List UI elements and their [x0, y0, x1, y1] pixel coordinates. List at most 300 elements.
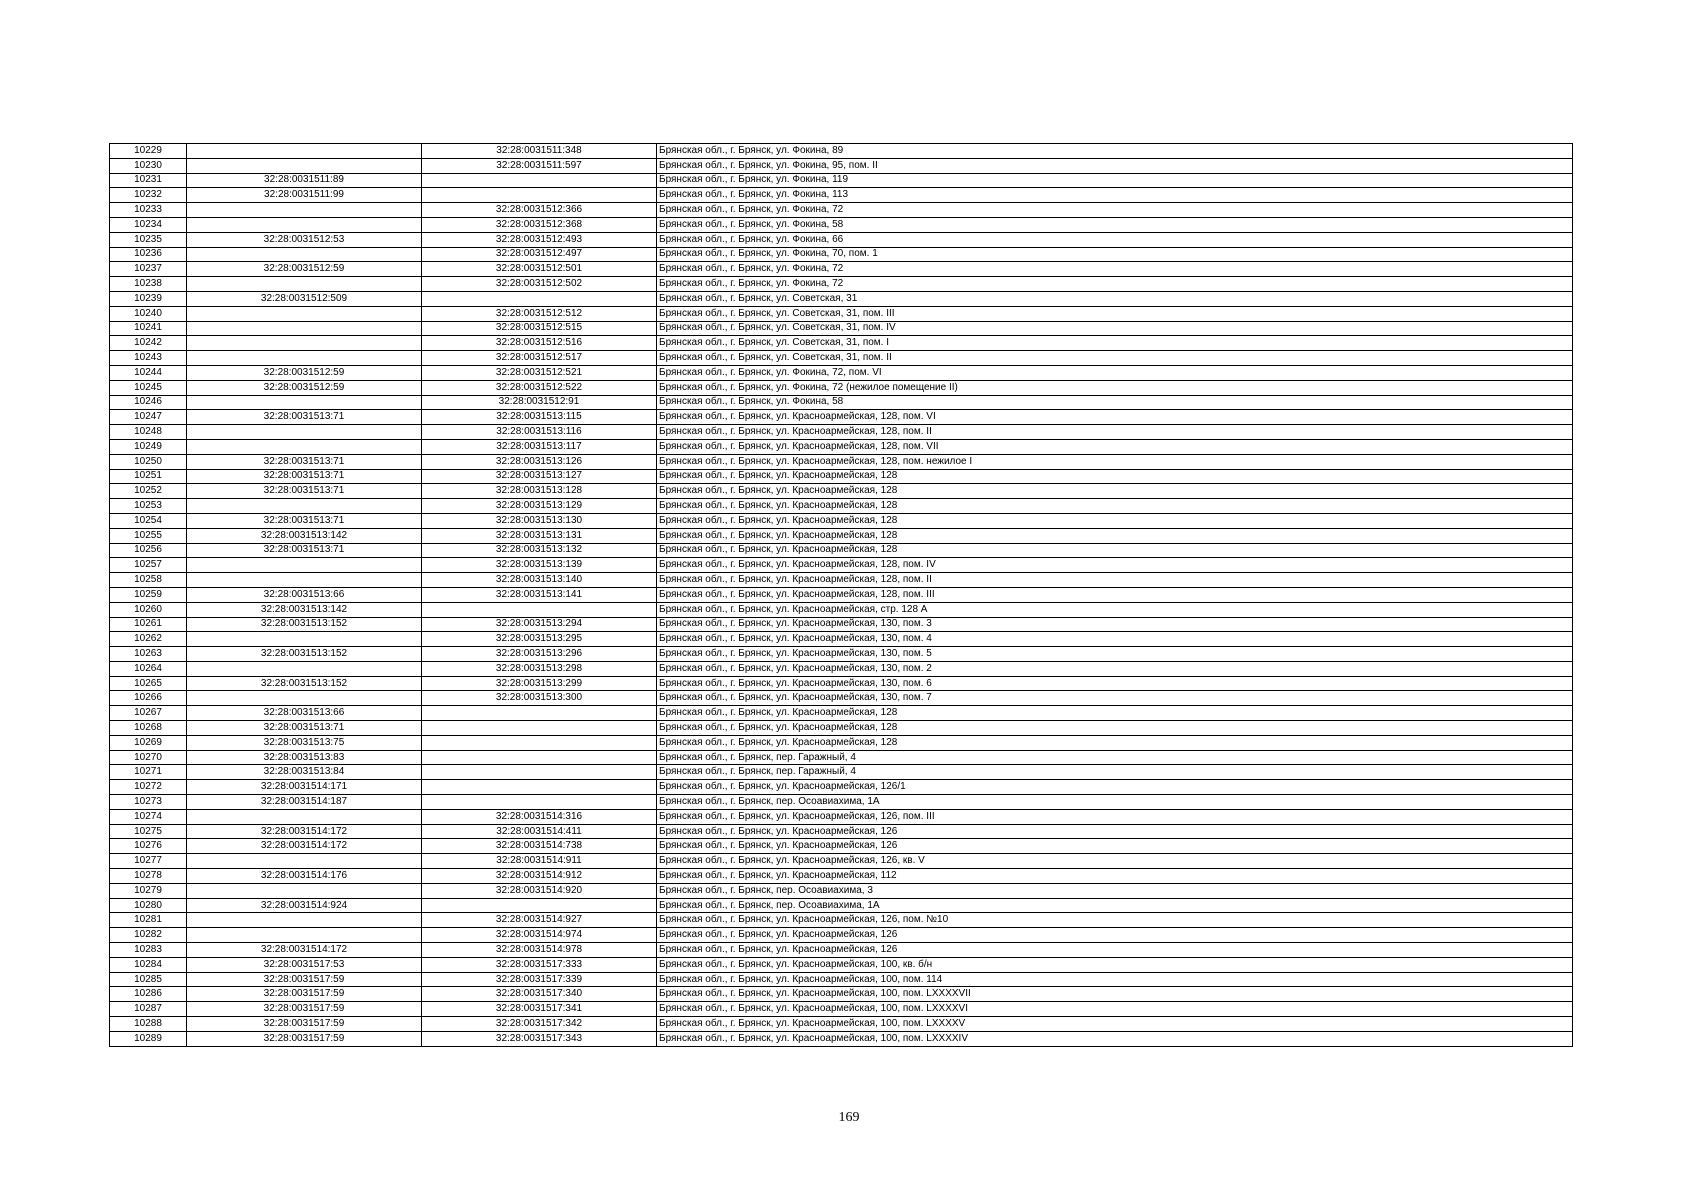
address-cell: Брянская обл., г. Брянск, ул. Красноармейская, 130, пом. 3: [657, 617, 1573, 632]
address-cell: Брянская обл., г. Брянск, ул. Фокина, 72, пом. VI: [657, 365, 1573, 380]
record-number-cell: 10237: [110, 262, 187, 277]
address-cell: Брянская обл., г. Брянск, ул. Советская, 31, пом. III: [657, 306, 1573, 321]
record-number-cell: 10288: [110, 1017, 187, 1032]
record-number-cell: 10282: [110, 928, 187, 943]
premises-cadastral-number-cell: 32:28:0031512:521: [422, 365, 657, 380]
registry-table-body: [110, 144, 1573, 1047]
premises-cadastral-number-cell: 32:28:0031513:140: [422, 573, 657, 588]
record-number-cell: 10258: [110, 573, 187, 588]
address-cell: Брянская обл., г. Брянск, ул. Красноармейская, 128: [657, 499, 1573, 514]
record-number-cell: 10243: [110, 351, 187, 366]
record-number-cell: 10248: [110, 425, 187, 440]
address-cell: Брянская обл., г. Брянск, ул. Красноармейская, 128: [657, 543, 1573, 558]
premises-cadastral-number-cell: [422, 706, 657, 721]
record-number-cell: 10238: [110, 277, 187, 292]
premises-cadastral-number-cell: 32:28:0031512:522: [422, 380, 657, 395]
premises-cadastral-number-cell: 32:28:0031514:411: [422, 824, 657, 839]
record-number-cell: 10267: [110, 706, 187, 721]
address-cell: Брянская обл., г. Брянск, пер. Гаражный, 4: [657, 750, 1573, 765]
table-row: [110, 173, 1573, 188]
premises-cadastral-number-cell: 32:28:0031514:920: [422, 883, 657, 898]
address-cell: Брянская обл., г. Брянск, ул. Советская, 31, пом. IV: [657, 321, 1573, 336]
table-row: [110, 573, 1573, 588]
address-cell: Брянская обл., г. Брянск, ул. Красноармейская, 100, пом. LXXXXVII: [657, 987, 1573, 1002]
parcel-cadastral-number-cell: [187, 883, 422, 898]
parcel-cadastral-number-cell: 32:28:0031513:66: [187, 587, 422, 602]
address-cell: Брянская обл., г. Брянск, ул. Красноармейская, 126: [657, 824, 1573, 839]
parcel-cadastral-number-cell: [187, 336, 422, 351]
premises-cadastral-number-cell: 32:28:0031513:129: [422, 499, 657, 514]
premises-cadastral-number-cell: 32:28:0031513:128: [422, 484, 657, 499]
address-cell: Брянская обл., г. Брянск, ул. Красноармейская, 128, пом. VI: [657, 410, 1573, 425]
parcel-cadastral-number-cell: [187, 247, 422, 262]
premises-cadastral-number-cell: 32:28:0031512:91: [422, 395, 657, 410]
premises-cadastral-number-cell: [422, 765, 657, 780]
record-number-cell: 10259: [110, 587, 187, 602]
parcel-cadastral-number-cell: 32:28:0031513:71: [187, 410, 422, 425]
parcel-cadastral-number-cell: 32:28:0031513:66: [187, 706, 422, 721]
parcel-cadastral-number-cell: 32:28:0031517:59: [187, 1031, 422, 1046]
address-cell: Брянская обл., г. Брянск, пер. Осоавиахима, 1А: [657, 795, 1573, 810]
record-number-cell: 10252: [110, 484, 187, 499]
address-cell: Брянская обл., г. Брянск, ул. Фокина, 89: [657, 144, 1573, 159]
parcel-cadastral-number-cell: 32:28:0031513:71: [187, 484, 422, 499]
parcel-cadastral-number-cell: [187, 395, 422, 410]
parcel-cadastral-number-cell: 32:28:0031514:187: [187, 795, 422, 810]
parcel-cadastral-number-cell: 32:28:0031513:152: [187, 617, 422, 632]
table-row: [110, 262, 1573, 277]
premises-cadastral-number-cell: [422, 602, 657, 617]
table-row: [110, 987, 1573, 1002]
parcel-cadastral-number-cell: [187, 425, 422, 440]
premises-cadastral-number-cell: 32:28:0031514:974: [422, 928, 657, 943]
premises-cadastral-number-cell: 32:28:0031512:515: [422, 321, 657, 336]
table-row: [110, 232, 1573, 247]
record-number-cell: 10289: [110, 1031, 187, 1046]
record-number-cell: 10275: [110, 824, 187, 839]
address-cell: Брянская обл., г. Брянск, ул. Фокина, 66: [657, 232, 1573, 247]
table-row: [110, 661, 1573, 676]
address-cell: Брянская обл., г. Брянск, ул. Красноармейская, 128: [657, 735, 1573, 750]
premises-cadastral-number-cell: 32:28:0031512:517: [422, 351, 657, 366]
table-row: [110, 691, 1573, 706]
address-cell: Брянская обл., г. Брянск, ул. Красноармейская, 126, пом. III: [657, 809, 1573, 824]
address-cell: Брянская обл., г. Брянск, ул. Фокина, 58: [657, 217, 1573, 232]
premises-cadastral-number-cell: 32:28:0031513:126: [422, 454, 657, 469]
parcel-cadastral-number-cell: [187, 499, 422, 514]
address-cell: Брянская обл., г. Брянск, ул. Красноармейская, 126: [657, 943, 1573, 958]
parcel-cadastral-number-cell: [187, 632, 422, 647]
record-number-cell: 10279: [110, 883, 187, 898]
table-row: [110, 380, 1573, 395]
address-cell: Брянская обл., г. Брянск, ул. Фокина, 113: [657, 188, 1573, 203]
premises-cadastral-number-cell: 32:28:0031517:333: [422, 957, 657, 972]
parcel-cadastral-number-cell: [187, 158, 422, 173]
table-row: [110, 647, 1573, 662]
address-cell: Брянская обл., г. Брянск, ул. Фокина, 72: [657, 203, 1573, 218]
premises-cadastral-number-cell: 32:28:0031514:912: [422, 869, 657, 884]
record-number-cell: 10235: [110, 232, 187, 247]
record-number-cell: 10269: [110, 735, 187, 750]
record-number-cell: 10280: [110, 898, 187, 913]
table-row: [110, 898, 1573, 913]
premises-cadastral-number-cell: 32:28:0031513:117: [422, 439, 657, 454]
record-number-cell: 10260: [110, 602, 187, 617]
address-cell: Брянская обл., г. Брянск, ул. Советская, 31: [657, 291, 1573, 306]
parcel-cadastral-number-cell: [187, 661, 422, 676]
address-cell: Брянская обл., г. Брянск, ул. Красноармейская, 100, пом. LXXXXIV: [657, 1031, 1573, 1046]
parcel-cadastral-number-cell: 32:28:0031517:59: [187, 1002, 422, 1017]
premises-cadastral-number-cell: 32:28:0031514:738: [422, 839, 657, 854]
premises-cadastral-number-cell: [422, 780, 657, 795]
address-cell: Брянская обл., г. Брянск, ул. Советская, 31, пом. I: [657, 336, 1573, 351]
address-cell: Брянская обл., г. Брянск, ул. Красноармейская, 128: [657, 528, 1573, 543]
parcel-cadastral-number-cell: 32:28:0031513:71: [187, 469, 422, 484]
record-number-cell: 10278: [110, 869, 187, 884]
parcel-cadastral-number-cell: [187, 573, 422, 588]
parcel-cadastral-number-cell: [187, 439, 422, 454]
address-cell: Брянская обл., г. Брянск, ул. Фокина, 72 (нежилое помещение II): [657, 380, 1573, 395]
parcel-cadastral-number-cell: 32:28:0031511:89: [187, 173, 422, 188]
record-number-cell: 10234: [110, 217, 187, 232]
table-row: [110, 943, 1573, 958]
record-number-cell: 10270: [110, 750, 187, 765]
parcel-cadastral-number-cell: 32:28:0031512:509: [187, 291, 422, 306]
table-row: [110, 410, 1573, 425]
record-number-cell: 10249: [110, 439, 187, 454]
premises-cadastral-number-cell: 32:28:0031513:131: [422, 528, 657, 543]
record-number-cell: 10232: [110, 188, 187, 203]
record-number-cell: 10256: [110, 543, 187, 558]
premises-cadastral-number-cell: 32:28:0031513:115: [422, 410, 657, 425]
table-row: [110, 869, 1573, 884]
address-cell: Брянская обл., г. Брянск, ул. Красноармейская, 128: [657, 484, 1573, 499]
table-row: [110, 854, 1573, 869]
table-row: [110, 306, 1573, 321]
premises-cadastral-number-cell: 32:28:0031517:340: [422, 987, 657, 1002]
address-cell: Брянская обл., г. Брянск, ул. Красноармейская, 130, пом. 4: [657, 632, 1573, 647]
table-row: [110, 602, 1573, 617]
parcel-cadastral-number-cell: 32:28:0031512:59: [187, 380, 422, 395]
parcel-cadastral-number-cell: [187, 691, 422, 706]
table-row: [110, 291, 1573, 306]
record-number-cell: 10277: [110, 854, 187, 869]
parcel-cadastral-number-cell: 32:28:0031514:176: [187, 869, 422, 884]
page-number: 169: [838, 1110, 860, 1125]
table-row: [110, 721, 1573, 736]
address-cell: Брянская обл., г. Брянск, ул. Красноармейская, 128, пом. II: [657, 573, 1573, 588]
premises-cadastral-number-cell: 32:28:0031513:139: [422, 558, 657, 573]
premises-cadastral-number-cell: 32:28:0031513:127: [422, 469, 657, 484]
premises-cadastral-number-cell: 32:28:0031513:298: [422, 661, 657, 676]
table-row: [110, 484, 1573, 499]
address-cell: Брянская обл., г. Брянск, ул. Красноармейская, 128: [657, 469, 1573, 484]
premises-cadastral-number-cell: 32:28:0031514:978: [422, 943, 657, 958]
parcel-cadastral-number-cell: [187, 913, 422, 928]
parcel-cadastral-number-cell: 32:28:0031514:924: [187, 898, 422, 913]
address-cell: Брянская обл., г. Брянск, ул. Красноармейская, 128, пом. нежилое I: [657, 454, 1573, 469]
address-cell: Брянская обл., г. Брянск, ул. Красноармейская, 112: [657, 869, 1573, 884]
parcel-cadastral-number-cell: 32:28:0031517:59: [187, 1017, 422, 1032]
record-number-cell: 10276: [110, 839, 187, 854]
record-number-cell: 10253: [110, 499, 187, 514]
parcel-cadastral-number-cell: 32:28:0031514:172: [187, 839, 422, 854]
address-cell: Брянская обл., г. Брянск, пер. Осоавиахима, 1А: [657, 898, 1573, 913]
address-cell: Брянская обл., г. Брянск, ул. Красноармейская, 100, кв. б/н: [657, 957, 1573, 972]
record-number-cell: 10281: [110, 913, 187, 928]
premises-cadastral-number-cell: 32:28:0031513:295: [422, 632, 657, 647]
parcel-cadastral-number-cell: 32:28:0031513:142: [187, 602, 422, 617]
table-row: [110, 706, 1573, 721]
record-number-cell: 10230: [110, 158, 187, 173]
parcel-cadastral-number-cell: [187, 217, 422, 232]
table-row: [110, 1031, 1573, 1046]
premises-cadastral-number-cell: 32:28:0031511:348: [422, 144, 657, 159]
address-cell: Брянская обл., г. Брянск, ул. Красноармейская, 128, пом. IV: [657, 558, 1573, 573]
premises-cadastral-number-cell: [422, 898, 657, 913]
record-number-cell: 10266: [110, 691, 187, 706]
parcel-cadastral-number-cell: 32:28:0031513:71: [187, 543, 422, 558]
record-number-cell: 10263: [110, 647, 187, 662]
premises-cadastral-number-cell: 32:28:0031517:341: [422, 1002, 657, 1017]
table-row: [110, 1002, 1573, 1017]
table-row: [110, 188, 1573, 203]
table-row: [110, 795, 1573, 810]
table-row: [110, 913, 1573, 928]
table-row: [110, 439, 1573, 454]
table-row: [110, 351, 1573, 366]
table-row: [110, 321, 1573, 336]
record-number-cell: 10254: [110, 513, 187, 528]
address-cell: Брянская обл., г. Брянск, ул. Красноармейская, 126: [657, 839, 1573, 854]
address-cell: Брянская обл., г. Брянск, ул. Красноармейская, 128, пом. II: [657, 425, 1573, 440]
parcel-cadastral-number-cell: [187, 928, 422, 943]
property-registry-table: [109, 143, 1573, 1047]
table-row: [110, 499, 1573, 514]
record-number-cell: 10236: [110, 247, 187, 262]
record-number-cell: 10262: [110, 632, 187, 647]
parcel-cadastral-number-cell: [187, 854, 422, 869]
premises-cadastral-number-cell: 32:28:0031512:512: [422, 306, 657, 321]
table-row: [110, 469, 1573, 484]
address-cell: Брянская обл., г. Брянск, ул. Красноармейская, 128, пом. VII: [657, 439, 1573, 454]
premises-cadastral-number-cell: 32:28:0031514:316: [422, 809, 657, 824]
premises-cadastral-number-cell: 32:28:0031513:116: [422, 425, 657, 440]
record-number-cell: 10233: [110, 203, 187, 218]
record-number-cell: 10285: [110, 972, 187, 987]
parcel-cadastral-number-cell: 32:28:0031512:53: [187, 232, 422, 247]
parcel-cadastral-number-cell: 32:28:0031511:99: [187, 188, 422, 203]
parcel-cadastral-number-cell: 32:28:0031513:71: [187, 721, 422, 736]
table-row: [110, 144, 1573, 159]
record-number-cell: 10271: [110, 765, 187, 780]
address-cell: Брянская обл., г. Брянск, ул. Фокина, 119: [657, 173, 1573, 188]
parcel-cadastral-number-cell: 32:28:0031512:59: [187, 365, 422, 380]
parcel-cadastral-number-cell: [187, 321, 422, 336]
table-row: [110, 883, 1573, 898]
premises-cadastral-number-cell: 32:28:0031511:597: [422, 158, 657, 173]
address-cell: Брянская обл., г. Брянск, ул. Красноармейская, 128: [657, 513, 1573, 528]
record-number-cell: 10251: [110, 469, 187, 484]
premises-cadastral-number-cell: 32:28:0031517:339: [422, 972, 657, 987]
record-number-cell: 10247: [110, 410, 187, 425]
parcel-cadastral-number-cell: 32:28:0031513:71: [187, 513, 422, 528]
table-row: [110, 217, 1573, 232]
address-cell: Брянская обл., г. Брянск, пер. Гаражный, 4: [657, 765, 1573, 780]
address-cell: Брянская обл., г. Брянск, ул. Красноармейская, 126/1: [657, 780, 1573, 795]
record-number-cell: 10239: [110, 291, 187, 306]
premises-cadastral-number-cell: 32:28:0031512:501: [422, 262, 657, 277]
premises-cadastral-number-cell: [422, 795, 657, 810]
premises-cadastral-number-cell: 32:28:0031517:342: [422, 1017, 657, 1032]
address-cell: Брянская обл., г. Брянск, ул. Фокина, 58: [657, 395, 1573, 410]
parcel-cadastral-number-cell: 32:28:0031512:59: [187, 262, 422, 277]
premises-cadastral-number-cell: 32:28:0031512:493: [422, 232, 657, 247]
address-cell: Брянская обл., г. Брянск, пер. Осоавиахима, 3: [657, 883, 1573, 898]
premises-cadastral-number-cell: [422, 750, 657, 765]
table-row: [110, 765, 1573, 780]
record-number-cell: 10250: [110, 454, 187, 469]
address-cell: Брянская обл., г. Брянск, ул. Фокина, 70, пом. 1: [657, 247, 1573, 262]
parcel-cadastral-number-cell: 32:28:0031513:83: [187, 750, 422, 765]
parcel-cadastral-number-cell: 32:28:0031517:59: [187, 972, 422, 987]
premises-cadastral-number-cell: [422, 291, 657, 306]
table-row: [110, 365, 1573, 380]
record-number-cell: 10287: [110, 1002, 187, 1017]
premises-cadastral-number-cell: 32:28:0031513:300: [422, 691, 657, 706]
address-cell: Брянская обл., г. Брянск, ул. Фокина, 72: [657, 277, 1573, 292]
parcel-cadastral-number-cell: [187, 306, 422, 321]
premises-cadastral-number-cell: 32:28:0031512:502: [422, 277, 657, 292]
premises-cadastral-number-cell: 32:28:0031517:343: [422, 1031, 657, 1046]
address-cell: Брянская обл., г. Брянск, ул. Красноармейская, 126, кв. V: [657, 854, 1573, 869]
table-row: [110, 750, 1573, 765]
table-row: [110, 632, 1573, 647]
table-row: [110, 587, 1573, 602]
premises-cadastral-number-cell: 32:28:0031514:911: [422, 854, 657, 869]
record-number-cell: 10286: [110, 987, 187, 1002]
parcel-cadastral-number-cell: [187, 351, 422, 366]
parcel-cadastral-number-cell: [187, 558, 422, 573]
address-cell: Брянская обл., г. Брянск, ул. Красноармейская, 126: [657, 928, 1573, 943]
table-row: [110, 617, 1573, 632]
table-row: [110, 425, 1573, 440]
record-number-cell: 10244: [110, 365, 187, 380]
address-cell: Брянская обл., г. Брянск, ул. Фокина, 95, пом. II: [657, 158, 1573, 173]
parcel-cadastral-number-cell: [187, 203, 422, 218]
table-row: [110, 247, 1573, 262]
table-row: [110, 543, 1573, 558]
record-number-cell: 10257: [110, 558, 187, 573]
table-row: [110, 928, 1573, 943]
record-number-cell: 10246: [110, 395, 187, 410]
table-row: [110, 454, 1573, 469]
table-row: [110, 676, 1573, 691]
parcel-cadastral-number-cell: [187, 277, 422, 292]
parcel-cadastral-number-cell: 32:28:0031513:75: [187, 735, 422, 750]
record-number-cell: 10255: [110, 528, 187, 543]
table-row: [110, 839, 1573, 854]
record-number-cell: 10229: [110, 144, 187, 159]
premises-cadastral-number-cell: [422, 173, 657, 188]
address-cell: Брянская обл., г. Брянск, ул. Красноармейская, 128: [657, 721, 1573, 736]
table-row: [110, 336, 1573, 351]
table-row: [110, 513, 1573, 528]
table-row: [110, 957, 1573, 972]
record-number-cell: 10283: [110, 943, 187, 958]
record-number-cell: 10265: [110, 676, 187, 691]
record-number-cell: 10242: [110, 336, 187, 351]
address-cell: Брянская обл., г. Брянск, ул. Красноармейская, 130, пом. 6: [657, 676, 1573, 691]
parcel-cadastral-number-cell: [187, 809, 422, 824]
premises-cadastral-number-cell: 32:28:0031513:294: [422, 617, 657, 632]
table-row: [110, 780, 1573, 795]
parcel-cadastral-number-cell: 32:28:0031513:152: [187, 676, 422, 691]
table-row: [110, 203, 1573, 218]
premises-cadastral-number-cell: 32:28:0031512:366: [422, 203, 657, 218]
premises-cadastral-number-cell: 32:28:0031512:497: [422, 247, 657, 262]
record-number-cell: 10245: [110, 380, 187, 395]
parcel-cadastral-number-cell: 32:28:0031514:172: [187, 824, 422, 839]
parcel-cadastral-number-cell: 32:28:0031513:152: [187, 647, 422, 662]
record-number-cell: 10272: [110, 780, 187, 795]
record-number-cell: 10240: [110, 306, 187, 321]
parcel-cadastral-number-cell: 32:28:0031517:53: [187, 957, 422, 972]
premises-cadastral-number-cell: [422, 721, 657, 736]
parcel-cadastral-number-cell: 32:28:0031513:71: [187, 454, 422, 469]
table-row: [110, 395, 1573, 410]
table-row: [110, 277, 1573, 292]
table-row: [110, 824, 1573, 839]
table-row: [110, 972, 1573, 987]
parcel-cadastral-number-cell: 32:28:0031517:59: [187, 987, 422, 1002]
address-cell: Брянская обл., г. Брянск, ул. Красноармейская, 100, пом. 114: [657, 972, 1573, 987]
premises-cadastral-number-cell: [422, 735, 657, 750]
address-cell: Брянская обл., г. Брянск, ул. Красноармейская, 100, пом. LXXXXVI: [657, 1002, 1573, 1017]
record-number-cell: 10268: [110, 721, 187, 736]
address-cell: Брянская обл., г. Брянск, ул. Красноармейская, 100, пом. LXXXXV: [657, 1017, 1573, 1032]
address-cell: Брянская обл., г. Брянск, ул. Фокина, 72: [657, 262, 1573, 277]
table-row: [110, 558, 1573, 573]
record-number-cell: 10264: [110, 661, 187, 676]
parcel-cadastral-number-cell: 32:28:0031514:172: [187, 943, 422, 958]
address-cell: Брянская обл., г. Брянск, ул. Красноармейская, 128: [657, 706, 1573, 721]
record-number-cell: 10241: [110, 321, 187, 336]
parcel-cadastral-number-cell: [187, 144, 422, 159]
record-number-cell: 10261: [110, 617, 187, 632]
premises-cadastral-number-cell: 32:28:0031512:516: [422, 336, 657, 351]
address-cell: Брянская обл., г. Брянск, ул. Красноармейская, 130, пом. 2: [657, 661, 1573, 676]
record-number-cell: 10231: [110, 173, 187, 188]
table-row: [110, 809, 1573, 824]
address-cell: Брянская обл., г. Брянск, ул. Красноармейская, 128, пом. III: [657, 587, 1573, 602]
table-row: [110, 158, 1573, 173]
premises-cadastral-number-cell: 32:28:0031512:368: [422, 217, 657, 232]
address-cell: Брянская обл., г. Брянск, ул. Красноармейская, стр. 128 А: [657, 602, 1573, 617]
address-cell: Брянская обл., г. Брянск, ул. Красноармейская, 130, пом. 5: [657, 647, 1573, 662]
table-row: [110, 1017, 1573, 1032]
table-row: [110, 735, 1573, 750]
parcel-cadastral-number-cell: 32:28:0031513:84: [187, 765, 422, 780]
premises-cadastral-number-cell: 32:28:0031514:927: [422, 913, 657, 928]
table-row: [110, 528, 1573, 543]
address-cell: Брянская обл., г. Брянск, ул. Советская, 31, пом. II: [657, 351, 1573, 366]
premises-cadastral-number-cell: 32:28:0031513:296: [422, 647, 657, 662]
record-number-cell: 10274: [110, 809, 187, 824]
address-cell: Брянская обл., г. Брянск, ул. Красноармейская, 126, пом. №10: [657, 913, 1573, 928]
premises-cadastral-number-cell: 32:28:0031513:130: [422, 513, 657, 528]
record-number-cell: 10273: [110, 795, 187, 810]
